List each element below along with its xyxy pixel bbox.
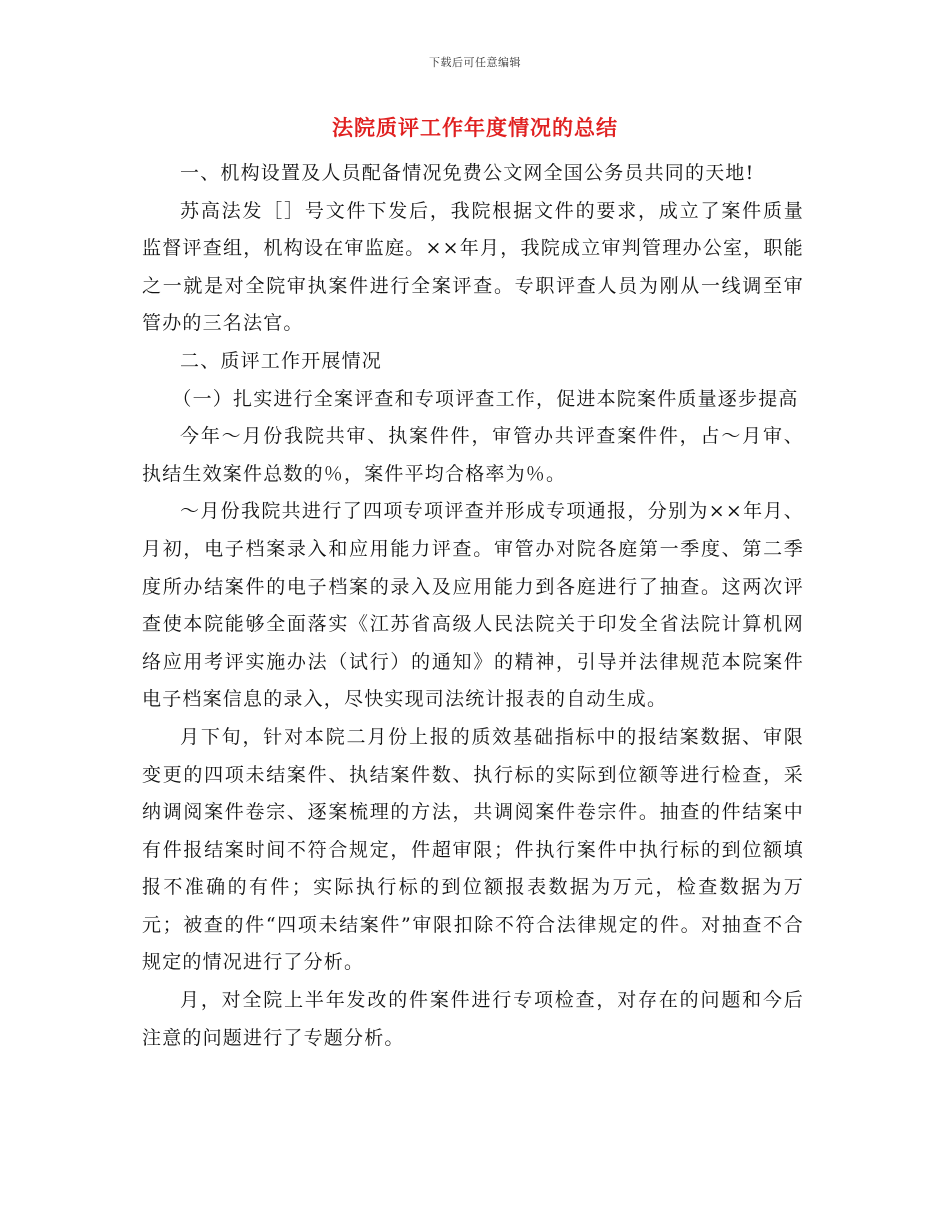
paragraph: 月下旬，针对本院二月份上报的质效基础指标中的报结案数据、审限变更的四项未结案件、执结案件数、执行标的实际到位额等进行检查，采纳调阅案件卷宗、逐案梳理的方法，共调阅案件卷宗件。抽查的件结案中有件报结案时间不符合规定，件超审限；件执行案件中执行标的到位额填报不准确的有件；实际执行标的到位额报表数据为万元，检查数据为万元；被查的件“四项未结案件”审限扣除不符合法律规定的件。对抽查不合规定的情况进行了分析。 [142, 725, 804, 974]
document-title: 法院质评工作年度情况的总结 [332, 115, 618, 140]
section-heading-1: 一、机构设置及人员配备情况免费公文网全国公务员共同的天地! [180, 162, 755, 184]
paragraph: 月，对全院上半年发改的件案件进行专项检查，对存在的问题和今后注意的问题进行了专题分析。 [142, 989, 804, 1049]
paragraph: ～月份我院共进行了四项专项评查并形成专项通报，分别为××年月、月初，电子档案录入和应用能力评查。审管办对院各庭第一季度、第二季度所办结案件的电子档案的录入及应用能力到各庭进行了抽查。这两次评查使本院能够全面落实《江苏省高级人民法院关于印发全省法院计算机网络应用考评实施办法（试行）的通知》的精神，引导并法律规范本院案件电子档案信息的录入，尽快实现司法统计报表的自动生成。 [142, 500, 804, 711]
paragraph: 苏高法发［］号文件下发后，我院根据文件的要求，成立了案件质量监督评查组，机构设在审监庭。××年月，我院成立审判管理办公室，职能之一就是对全院审执案件进行全案评查。专职评查人员为刚从一线调至审管办的三名法官。 [142, 199, 804, 335]
section-heading-2: 二、质评工作开展情况 [180, 349, 383, 372]
paragraph: 今年～月份我院共审、执案件件，审管办共评查案件件，占～月审、执结生效案件总数的％，案件平均合格率为％。 [142, 425, 804, 485]
subsection-heading: （一）扎实进行全案评查和专项评查工作，促进本院案件质量逐步提高 [172, 387, 799, 410]
header-note: 下载后可任意编辑 [429, 56, 521, 69]
document-body [142, 155, 804, 1057]
